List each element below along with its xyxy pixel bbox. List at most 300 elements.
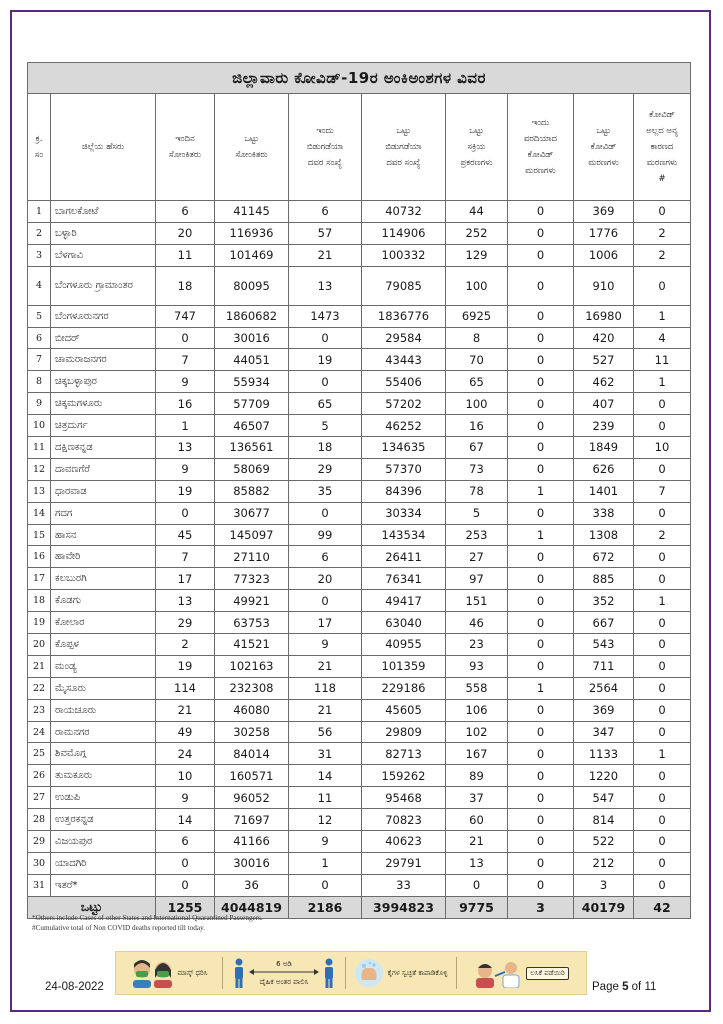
district-cell: ಬಾಗಲಕೋಟೆ <box>51 201 156 223</box>
value-cell: 57 <box>289 222 362 244</box>
value-cell: 0 <box>289 874 362 896</box>
value-cell: 49 <box>156 721 215 743</box>
table-row <box>28 874 691 896</box>
banner-vaccine <box>457 952 585 994</box>
value-cell: 0 <box>634 699 691 721</box>
district-cell: ಬೆಳಗಾವಿ <box>51 244 156 266</box>
value-cell: 9 <box>156 371 215 393</box>
banner-distance <box>223 952 345 994</box>
value-cell: 0 <box>508 502 574 524</box>
table-row <box>28 266 691 305</box>
value-cell: 0 <box>508 458 574 480</box>
serial-cell: 11 <box>28 437 51 459</box>
district-covid-table <box>27 62 691 919</box>
banner-mask <box>116 952 222 994</box>
value-cell: 6925 <box>446 305 508 327</box>
serial-cell: 27 <box>28 787 51 809</box>
value-cell: 46252 <box>362 415 446 437</box>
person-icon <box>233 958 245 988</box>
value-cell: 0 <box>156 327 215 349</box>
value-cell: 0 <box>634 201 691 223</box>
value-cell: 407 <box>574 393 634 415</box>
value-cell: 29 <box>156 612 215 634</box>
table-row <box>28 201 691 223</box>
table-row <box>28 458 691 480</box>
table-row <box>28 393 691 415</box>
district-cell: ಚಿಕ್ಕಮಗಳೂರು <box>51 393 156 415</box>
value-cell: 18 <box>156 266 215 305</box>
value-cell: 106 <box>446 699 508 721</box>
table-row <box>28 546 691 568</box>
district-cell: ಗದಗ <box>51 502 156 524</box>
value-cell: 1 <box>634 371 691 393</box>
value-cell: 9 <box>289 634 362 656</box>
value-cell: 347 <box>574 721 634 743</box>
value-cell: 80095 <box>215 266 289 305</box>
value-cell: 910 <box>574 266 634 305</box>
value-cell: 30016 <box>215 852 289 874</box>
value-cell: 71697 <box>215 809 289 831</box>
mask-text: ಮಾಸ್ಕ್ ಧರಿಸಿ <box>177 968 208 977</box>
value-cell: 2 <box>156 634 215 656</box>
district-cell: ಶಿವಮೊಗ್ಗ <box>51 743 156 765</box>
value-cell: 0 <box>634 874 691 896</box>
value-cell: 84014 <box>215 743 289 765</box>
value-cell: 100 <box>446 393 508 415</box>
footnote-others: *Others include Cases of other States and International Quarantined Passengers. <box>32 914 263 922</box>
hand-wash-icon <box>354 958 384 988</box>
value-cell: 1 <box>634 590 691 612</box>
district-cell: ಕೋಲಾರ <box>51 612 156 634</box>
column-header: ಇಂದು ಬಿಡುಗಡೆಯಾ ದವರ ಸಂಖ್ಯೆ <box>289 94 362 201</box>
value-cell: 0 <box>508 305 574 327</box>
serial-cell: 20 <box>28 634 51 656</box>
value-cell: 667 <box>574 612 634 634</box>
value-cell: 1 <box>508 524 574 546</box>
value-cell: 55934 <box>215 371 289 393</box>
value-cell: 84396 <box>362 480 446 502</box>
table-row <box>28 524 691 546</box>
value-cell: 23 <box>446 634 508 656</box>
value-cell: 1849 <box>574 437 634 459</box>
value-cell: 5 <box>446 502 508 524</box>
district-cell: ಮೈಸೂರು <box>51 677 156 699</box>
value-cell: 19 <box>289 349 362 371</box>
table-row <box>28 612 691 634</box>
footnote-non-covid: #Cumulative total of Non COVID deaths reported till today. <box>32 924 205 932</box>
value-cell: 79085 <box>362 266 446 305</box>
page-number <box>592 981 656 993</box>
value-cell: 7 <box>156 349 215 371</box>
value-cell: 0 <box>634 831 691 853</box>
value-cell: 1401 <box>574 480 634 502</box>
serial-cell: 28 <box>28 809 51 831</box>
value-cell: 0 <box>508 393 574 415</box>
table-row <box>28 305 691 327</box>
district-cell: ದಕ್ಷಿಣಕನ್ನಡ <box>51 437 156 459</box>
district-cell: ಕೊಡಗು <box>51 590 156 612</box>
district-cell: ಉತ್ತರಕನ್ನಡ <box>51 809 156 831</box>
value-cell: 0 <box>634 809 691 831</box>
value-cell: 9 <box>156 787 215 809</box>
value-cell: 2 <box>634 524 691 546</box>
value-cell: 30677 <box>215 502 289 524</box>
value-cell: 14 <box>156 809 215 831</box>
serial-cell: 3 <box>28 244 51 266</box>
value-cell: 0 <box>508 201 574 223</box>
footnotes <box>32 913 263 933</box>
value-cell: 36 <box>215 874 289 896</box>
value-cell: 57709 <box>215 393 289 415</box>
serial-cell: 17 <box>28 568 51 590</box>
value-cell: 0 <box>634 458 691 480</box>
column-header: ಇಂದಿನ ಸೋಂಕಿತರು <box>156 94 215 201</box>
value-cell: 78 <box>446 480 508 502</box>
value-cell: 77323 <box>215 568 289 590</box>
value-cell: 160571 <box>215 765 289 787</box>
value-cell: 1 <box>508 480 574 502</box>
value-cell: 45605 <box>362 699 446 721</box>
value-cell: 0 <box>508 765 574 787</box>
table-row <box>28 634 691 656</box>
vaccine-text: ಲಸಿಕೆ ಪಡೆಯಿರಿ <box>526 967 568 980</box>
value-cell: 21 <box>289 699 362 721</box>
value-cell: 65 <box>289 393 362 415</box>
value-cell: 82713 <box>362 743 446 765</box>
value-cell: 0 <box>508 222 574 244</box>
table-row <box>28 222 691 244</box>
district-cell: ಹಾಸನ <box>51 524 156 546</box>
value-cell: 33 <box>362 874 446 896</box>
value-cell: 2 <box>634 244 691 266</box>
value-cell: 41145 <box>215 201 289 223</box>
table-row <box>28 852 691 874</box>
value-cell: 0 <box>508 371 574 393</box>
column-header: ಒಟ್ಟು ಕೋವಿಡ್ ಮರಣಗಳು <box>574 94 634 201</box>
value-cell: 100332 <box>362 244 446 266</box>
value-cell: 41166 <box>215 831 289 853</box>
district-cell: ವಿಜಯಪುರ <box>51 831 156 853</box>
value-cell: 252 <box>446 222 508 244</box>
serial-cell: 22 <box>28 677 51 699</box>
column-header: ಇಂದು ವರದಿಯಾದ ಕೋವಿಡ್ ಮರಣಗಳು <box>508 94 574 201</box>
serial-cell: 9 <box>28 393 51 415</box>
value-cell: 6 <box>289 546 362 568</box>
value-cell: 0 <box>634 677 691 699</box>
value-cell: 0 <box>289 327 362 349</box>
value-cell: 6 <box>156 831 215 853</box>
value-cell: 0 <box>289 502 362 524</box>
value-cell: 9 <box>289 831 362 853</box>
district-cell: ಬೆಂಗಳೂರು ಗ್ರಾಮಾಂತರ <box>51 266 156 305</box>
serial-cell: 1 <box>28 201 51 223</box>
value-cell: 0 <box>508 568 574 590</box>
serial-cell: 31 <box>28 874 51 896</box>
double-arrow-icon <box>249 969 319 975</box>
value-cell: 0 <box>508 266 574 305</box>
value-cell: 338 <box>574 502 634 524</box>
value-cell: 3 <box>574 874 634 896</box>
value-cell: 19 <box>156 655 215 677</box>
value-cell: 40623 <box>362 831 446 853</box>
total-cell: 9775 <box>446 896 508 918</box>
serial-cell: 29 <box>28 831 51 853</box>
value-cell: 0 <box>156 502 215 524</box>
district-cell: ಬಳ್ಳಾರಿ <box>51 222 156 244</box>
value-cell: 97 <box>446 568 508 590</box>
value-cell: 73 <box>446 458 508 480</box>
value-cell: 462 <box>574 371 634 393</box>
table-row <box>28 568 691 590</box>
value-cell: 1860682 <box>215 305 289 327</box>
serial-cell: 15 <box>28 524 51 546</box>
value-cell: 0 <box>508 437 574 459</box>
value-cell: 711 <box>574 655 634 677</box>
value-cell: 1 <box>634 305 691 327</box>
column-header: ಒಟ್ಟು ಸಕ್ರಿಯ ಪ್ರಕರಣಗಳು <box>446 94 508 201</box>
page-prefix: Page <box>592 981 623 993</box>
value-cell: 55406 <box>362 371 446 393</box>
value-cell: 35 <box>289 480 362 502</box>
value-cell: 352 <box>574 590 634 612</box>
district-cell: ರಾಮನಗರ <box>51 721 156 743</box>
value-cell: 0 <box>634 393 691 415</box>
column-header: ಒಟ್ಟು ಸೋಂಕಿತರು <box>215 94 289 201</box>
value-cell: 67 <box>446 437 508 459</box>
table-body <box>28 201 691 897</box>
value-cell: 49417 <box>362 590 446 612</box>
district-cell: ಇತರೆ* <box>51 874 156 896</box>
value-cell: 99 <box>289 524 362 546</box>
value-cell: 547 <box>574 787 634 809</box>
serial-cell: 7 <box>28 349 51 371</box>
table-row <box>28 415 691 437</box>
total-cell: 40179 <box>574 896 634 918</box>
value-cell: 101469 <box>215 244 289 266</box>
value-cell: 145097 <box>215 524 289 546</box>
banner-hands <box>346 952 456 994</box>
value-cell: 44 <box>446 201 508 223</box>
value-cell: 0 <box>634 266 691 305</box>
value-cell: 6 <box>156 201 215 223</box>
total-label: ಒಟ್ಟು <box>28 896 156 918</box>
page-current: 5 <box>622 981 629 993</box>
total-cell: 4044819 <box>215 896 289 918</box>
value-cell: 0 <box>634 765 691 787</box>
value-cell: 0 <box>634 852 691 874</box>
value-cell: 11 <box>634 349 691 371</box>
value-cell: 118 <box>289 677 362 699</box>
hands-text: ಕೈಗಳ ಸ್ವಚ್ಛತೆ ಕಾಪಾಡಿಕೊಳ್ಳಿ <box>387 968 448 977</box>
value-cell: 0 <box>508 831 574 853</box>
value-cell: 17 <box>156 568 215 590</box>
value-cell: 29791 <box>362 852 446 874</box>
value-cell: 1006 <box>574 244 634 266</box>
value-cell: 26411 <box>362 546 446 568</box>
table-row <box>28 371 691 393</box>
table-row <box>28 699 691 721</box>
serial-cell: 23 <box>28 699 51 721</box>
value-cell: 65 <box>446 371 508 393</box>
value-cell: 1308 <box>574 524 634 546</box>
serial-cell: 24 <box>28 721 51 743</box>
value-cell: 0 <box>508 634 574 656</box>
serial-cell: 6 <box>28 327 51 349</box>
value-cell: 63753 <box>215 612 289 634</box>
value-cell: 522 <box>574 831 634 853</box>
column-header: ಒಟ್ಟು ಬಿಡುಗಡೆಯಾ ದವರ ಸಂಖ್ಯೆ <box>362 94 446 201</box>
value-cell: 543 <box>574 634 634 656</box>
value-cell: 134635 <box>362 437 446 459</box>
table-row <box>28 349 691 371</box>
value-cell: 0 <box>634 415 691 437</box>
serial-cell: 26 <box>28 765 51 787</box>
value-cell: 1133 <box>574 743 634 765</box>
value-cell: 10 <box>634 437 691 459</box>
value-cell: 31 <box>289 743 362 765</box>
value-cell: 57370 <box>362 458 446 480</box>
value-cell: 0 <box>508 327 574 349</box>
value-cell: 0 <box>508 349 574 371</box>
serial-cell: 14 <box>28 502 51 524</box>
table-row <box>28 502 691 524</box>
value-cell: 21 <box>289 244 362 266</box>
value-cell: 5 <box>289 415 362 437</box>
value-cell: 747 <box>156 305 215 327</box>
value-cell: 7 <box>634 480 691 502</box>
value-cell: 12 <box>289 809 362 831</box>
district-cell: ಬೀದರ್ <box>51 327 156 349</box>
value-cell: 0 <box>508 743 574 765</box>
value-cell: 95468 <box>362 787 446 809</box>
value-cell: 527 <box>574 349 634 371</box>
person-icon <box>323 958 335 988</box>
value-cell: 101359 <box>362 655 446 677</box>
column-header: ಕ್ರ. ಸಂ <box>28 94 51 201</box>
value-cell: 30334 <box>362 502 446 524</box>
table-row <box>28 765 691 787</box>
value-cell: 0 <box>508 590 574 612</box>
total-cell: 3994823 <box>362 896 446 918</box>
value-cell: 85882 <box>215 480 289 502</box>
value-cell: 27 <box>446 546 508 568</box>
value-cell: 70 <box>446 349 508 371</box>
column-header: ಜಿಲ್ಲೆಯ ಹೆಸರು <box>51 94 156 201</box>
district-cell: ಧಾರವಾಡ <box>51 480 156 502</box>
district-cell: ತುಮಕೂರು <box>51 765 156 787</box>
value-cell: 143534 <box>362 524 446 546</box>
value-cell: 0 <box>634 502 691 524</box>
district-cell: ರಾಯಚೂರು <box>51 699 156 721</box>
value-cell: 159262 <box>362 765 446 787</box>
value-cell: 10 <box>156 765 215 787</box>
value-cell: 11 <box>156 244 215 266</box>
table-row <box>28 831 691 853</box>
table-row <box>28 590 691 612</box>
value-cell: 89 <box>446 765 508 787</box>
value-cell: 369 <box>574 699 634 721</box>
value-cell: 2564 <box>574 677 634 699</box>
value-cell: 0 <box>508 415 574 437</box>
distance-bottom-text: ದೈಹಿಕ ಅಂತರ ಪಾಲಿಸಿ <box>259 977 309 986</box>
value-cell: 0 <box>634 612 691 634</box>
table-title: ಜಿಲ್ಲಾವಾರು ಕೋವಿಡ್-19ರ ಅಂಕಿಅಂಶಗಳ ವಿವರ <box>28 63 691 94</box>
value-cell: 1836776 <box>362 305 446 327</box>
header-row <box>28 94 691 201</box>
value-cell: 420 <box>574 327 634 349</box>
value-cell: 56 <box>289 721 362 743</box>
value-cell: 0 <box>289 590 362 612</box>
district-cell: ಚಿಕ್ಕಬಳ್ಳಾಪುರ <box>51 371 156 393</box>
value-cell: 30016 <box>215 327 289 349</box>
value-cell: 8 <box>446 327 508 349</box>
value-cell: 212 <box>574 852 634 874</box>
value-cell: 0 <box>508 655 574 677</box>
value-cell: 29 <box>289 458 362 480</box>
table-row <box>28 437 691 459</box>
value-cell: 239 <box>574 415 634 437</box>
value-cell: 44051 <box>215 349 289 371</box>
value-cell: 102163 <box>215 655 289 677</box>
value-cell: 0 <box>508 809 574 831</box>
value-cell: 0 <box>446 874 508 896</box>
value-cell: 21 <box>289 655 362 677</box>
total-cell: 2186 <box>289 896 362 918</box>
value-cell: 76341 <box>362 568 446 590</box>
value-cell: 1 <box>508 677 574 699</box>
value-cell: 0 <box>508 721 574 743</box>
report-date: 24-08-2022 <box>45 981 104 993</box>
serial-cell: 25 <box>28 743 51 765</box>
value-cell: 11 <box>289 787 362 809</box>
serial-cell: 12 <box>28 458 51 480</box>
value-cell: 60 <box>446 809 508 831</box>
value-cell: 93 <box>446 655 508 677</box>
value-cell: 885 <box>574 568 634 590</box>
column-header: ಕೋವಿಡ್ ಅಲ್ಲದ ಅನ್ಯ ಕಾರಣದ ಮರಣಗಳು # <box>634 94 691 201</box>
table-row <box>28 480 691 502</box>
value-cell: 0 <box>508 787 574 809</box>
value-cell: 46 <box>446 612 508 634</box>
district-cell: ಬೆಂಗಳೂರುನಗರ <box>51 305 156 327</box>
value-cell: 114906 <box>362 222 446 244</box>
serial-cell: 5 <box>28 305 51 327</box>
district-cell: ಯಾದಗಿರಿ <box>51 852 156 874</box>
value-cell: 7 <box>156 546 215 568</box>
value-cell: 9 <box>156 458 215 480</box>
table-row <box>28 655 691 677</box>
value-cell: 96052 <box>215 787 289 809</box>
serial-cell: 2 <box>28 222 51 244</box>
district-cell: ಕಲಬುರಗಿ <box>51 568 156 590</box>
value-cell: 0 <box>508 852 574 874</box>
value-cell: 1 <box>289 852 362 874</box>
total-cell: 1255 <box>156 896 215 918</box>
table-row <box>28 244 691 266</box>
table-row <box>28 327 691 349</box>
value-cell: 16 <box>156 393 215 415</box>
serial-cell: 19 <box>28 612 51 634</box>
value-cell: 0 <box>156 852 215 874</box>
value-cell: 24 <box>156 743 215 765</box>
value-cell: 30258 <box>215 721 289 743</box>
value-cell: 167 <box>446 743 508 765</box>
value-cell: 114 <box>156 677 215 699</box>
value-cell: 0 <box>634 634 691 656</box>
value-cell: 0 <box>156 874 215 896</box>
table-row <box>28 809 691 831</box>
value-cell: 136561 <box>215 437 289 459</box>
